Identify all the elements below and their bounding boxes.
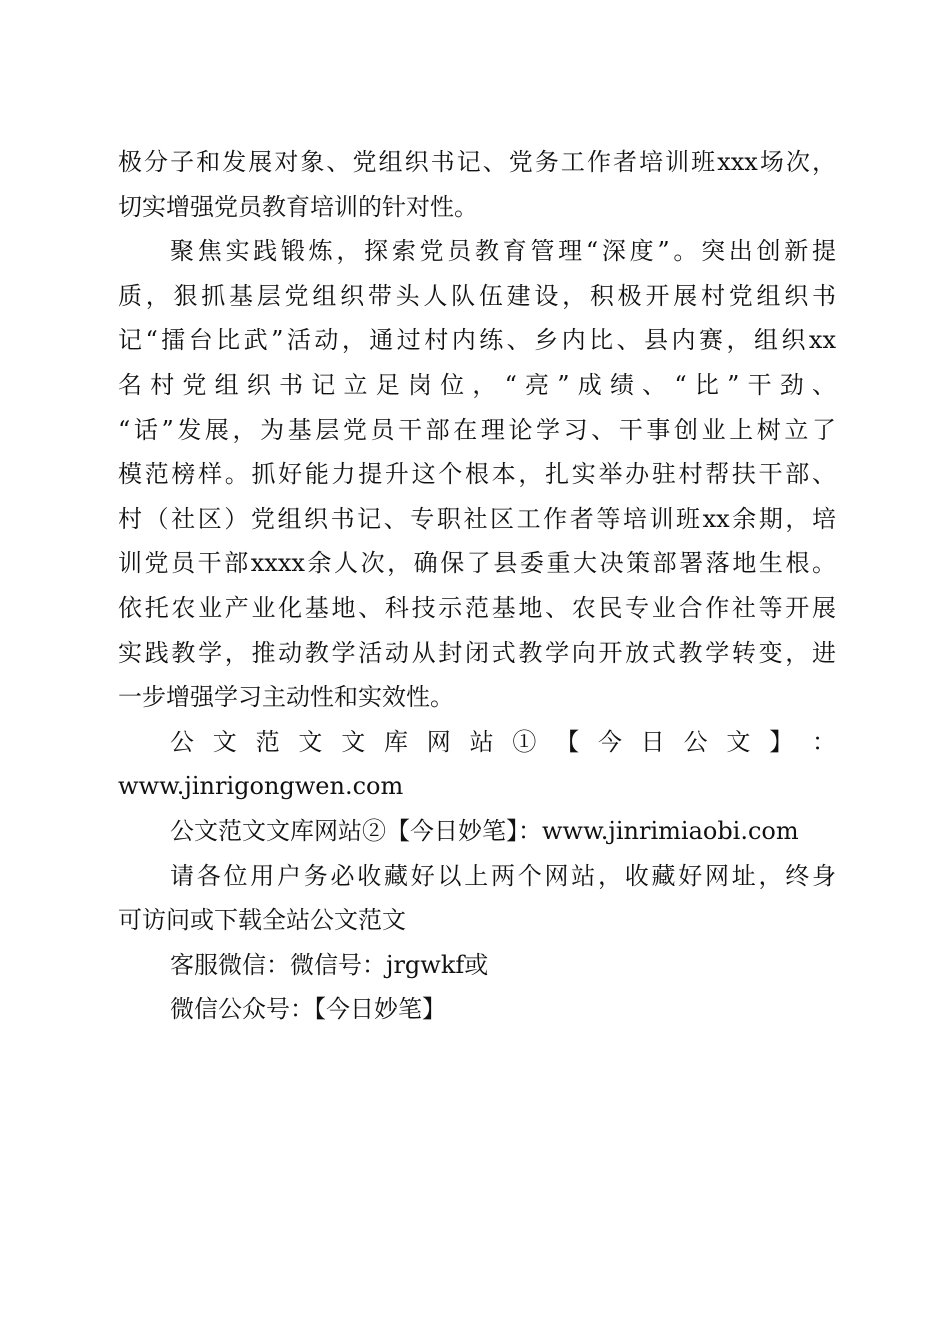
text-line: 一步增强学习主动性和实效性。 [118, 683, 454, 712]
text-line: 极分子和发展对象、党组织书记、党务工作者培训班xxx场次， [118, 148, 836, 176]
text-line: 训党员干部xxxx余人次，确保了县委重大决策部署落地生根。 [118, 549, 836, 578]
text-line: 公 文 范 文 文 库 网 站 ① 【 今 日 公 文 】 ： [170, 727, 836, 756]
text-line: 模范榜样。抓好能力提升这个根本，扎实举办驻村帮扶干部、 [118, 460, 836, 489]
text-line: 可访问或下载全站公文范文 [118, 906, 406, 935]
text-line: 客服微信：微信号：jrgwkf或 [170, 950, 489, 979]
text-line: 依托农业产业化基地、科技示范基地、农民专业合作社等开展 [118, 593, 836, 622]
text-line: 实践教学，推动教学活动从封闭式教学向开放式教学转变，进 [118, 638, 836, 667]
text-line: 聚焦实践锻炼，探索党员教育管理“深度”。突出创新提 [170, 237, 836, 266]
text-line: 微信公众号：【今日妙笔】 [170, 995, 446, 1024]
document-body [118, 140, 836, 1032]
text-line: www.jinrigongwen.com [118, 772, 404, 801]
text-line: “话”发展，为基层党员干部在理论学习、干事创业上树立了 [118, 415, 836, 444]
text-line: 村（社区）党组织书记、专职社区工作者等培训班xx余期，培 [118, 504, 836, 533]
text-line: 请各位用户务必收藏好以上两个网站，收藏好网址，终身 [170, 861, 836, 890]
text-line: 记“擂台比武”活动，通过村内练、乡内比、县内赛，组织xx [118, 326, 836, 355]
text-line: 切实增强党员教育培训的针对性。 [118, 192, 478, 221]
text-line: 质，狠抓基层党组织带头人队伍建设，积极开展村党组织书 [118, 281, 836, 310]
text-line: 公文范文文库网站②【今日妙笔】：www.jinrimiaobi.com [170, 816, 799, 845]
text-line: 名村党组织书记立足岗位，“亮”成绩、“比”干劲、 [118, 370, 836, 399]
